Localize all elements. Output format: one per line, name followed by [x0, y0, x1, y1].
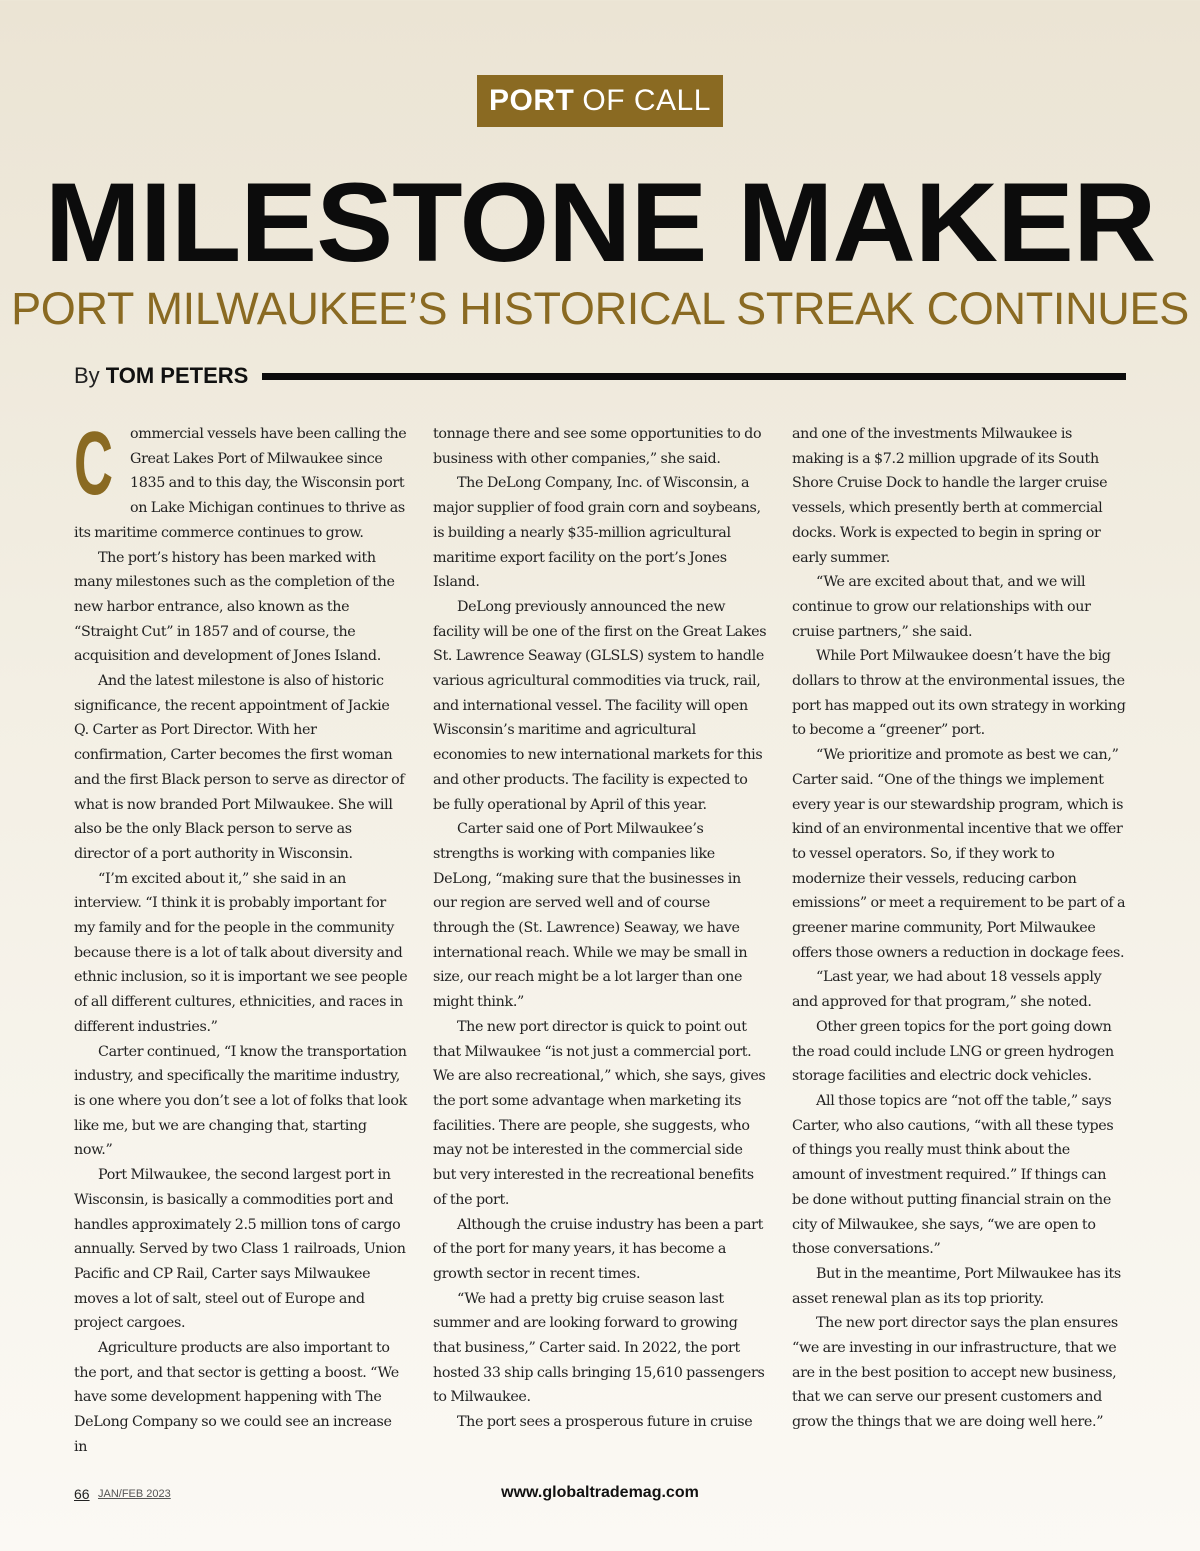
- article-paragraph: But in the meantime, Port Milwaukee has its asset renewal plan as its top priority.: [792, 1265, 1121, 1307]
- issue-date: JAN/FEB 2023: [98, 1488, 171, 1500]
- article-body: [74, 414, 1126, 1460]
- article-paragraph: The new port director says the plan ensures “we are investing in our infrastructure, that we are in the best position to accept new business, that we can serve our present customers and grow the things that we are doing well here.”: [792, 1315, 1118, 1431]
- page-footer: [74, 1484, 1126, 1508]
- headline: MILESTONE MAKER: [44, 160, 1156, 285]
- article-paragraph: All those topics are “not off the table,” says Carter, who also cautions, “with all these types of things you really must think about the amount of investment required.” If things can be done without putting financial strain on the city of Milwaukee, she says, “we are open to those conversations.”: [792, 1092, 1114, 1258]
- article-paragraph: Other green topics for the port going down the road could include LNG or green hydrogen storage facilities and electric dock vehicles.: [792, 1018, 1114, 1085]
- article-paragraph: “We are excited about that, and we will continue to grow our relationships with our cruise partners,” she said.: [792, 574, 1091, 640]
- article-column-1: [74, 414, 408, 1460]
- article-paragraph: “We prioritize and promote as best we can,” Carter said. “One of the things we implement every year is our stewardship program, which is kind of an environmental incentive that we offer to vessel operators. So, if they work to modernize their vessels, reducing carbon emissions” or meet a requirement to be part of a greener marine community, Port Milwaukee offers those owners a reduction in dockage fees.: [792, 747, 1126, 961]
- subheadline: PORT MILWAUKEE’S HISTORICAL STREAK CONTINUES: [11, 283, 1189, 334]
- article-paragraph: Port Milwaukee, the second largest port in Wisconsin, is basically a commodities port and handles approximately 2.5 million tons of cargo annually. Served by two Class 1 railroads, Union Pacific and CP Rail, Carter says Milwaukee moves a lot of salt, steel out of Europe and project cargoes.: [74, 1167, 406, 1332]
- section-tag-bold: PORT: [489, 84, 575, 117]
- article-paragraph: The new port director is quick to point out that Milwaukee “is not just a commercial port. We are also recreational,” which, she says, gives the port some advantage when marketing its facilities. There are people, she suggests, who may not be interested in the commercial side but very interested in the recreational benefits of the port.: [433, 1018, 766, 1208]
- article-paragraph: “We had a pretty big cruise season last summer and are looking forward to growing that business,” Carter said. In 2022, the port hosted 33 ship calls bringing 15,610 passengers to Milwaukee.: [433, 1290, 765, 1406]
- article-paragraph: While Port Milwaukee doesn’t have the big dollars to throw at the environmental issues, the port has mapped out its own strategy in working to become a “greener” port.: [792, 648, 1126, 739]
- section-tag-rest: OF CALL: [582, 84, 711, 117]
- article-paragraph: Although the cruise industry has been a part of the port for many years, it has become a growth sector in recent times.: [433, 1216, 764, 1282]
- section-tag: [477, 75, 723, 127]
- article-paragraph: “Last year, we had about 18 vessels apply and approved for that program,” she noted.: [792, 969, 1102, 1011]
- article-paragraph: The port sees a prosperous future in cruise: [457, 1414, 753, 1431]
- website-link[interactable]: www.globaltrademag.com: [501, 1484, 699, 1501]
- article-paragraph: The port’s history has been marked with many milestones such as the completion of the new harbor entrance, also known as the “Straight Cut” in 1857 and of course, the acquisition and development of Jones Island.: [74, 549, 395, 665]
- article-column-2: [433, 422, 767, 1460]
- article-paragraph: And the latest milestone is also of historic significance, the recent appointment of Jackie Q. Carter as Port Director. With her confirmation, Carter becomes the first woman and the first Black person to serve as director of what is now branded Port Milwaukee. She will also be the only Black person to serve as director of a port authority in Wisconsin.: [74, 673, 405, 862]
- article-paragraph: Agriculture products are also important to the port, and that sector is getting a boost. “We have some development happening with The DeLong Company so we could see an increase in: [74, 1340, 399, 1455]
- lead-text: ommercial vessels have been calling the Great Lakes Port of Milwaukee since 1835 and to this day, the Wisconsin port on Lake Michigan continues to thrive as its maritime commerce continues to grow.: [74, 426, 407, 541]
- article-paragraph: DeLong previously announced the new facility will be one of the first on the Great Lakes St. Lawrence Seaway (GLSLS) system to handle various agricultural commodities via truck, rail, and international vessel. The facility will open Wisconsin’s maritime and agricultural economies to new international markets for this and other products. The facility is expected to be fully operational by April of this year.: [433, 598, 767, 813]
- byline: [74, 360, 1126, 392]
- column-2-continuation: tonnage there and see some opportunities to do business with other companies,” she said.: [433, 426, 762, 467]
- byline-rule: [262, 373, 1126, 380]
- article-paragraph: “I’m excited about it,” she said in an interview. “I think it is probably important for my family and for the people in the community because there is a lot of talk about diversity and ethnic inclusion, so it is important we see people of all different cultures, ethnicities, and races in different industries.”: [74, 870, 408, 1035]
- article-paragraph: The DeLong Company, Inc. of Wisconsin, a major supplier of food grain corn and soybeans, is building a nearly $35-million agricultural maritime export facility on the port’s Jones Island.: [433, 475, 761, 591]
- lead-paragraph: [74, 414, 408, 546]
- article-paragraph: Carter continued, “I know the transportation industry, and specifically the maritime industry, is one where you don’t see a lot of folks that look like me, but we are changing that, starting now.”: [74, 1043, 407, 1159]
- article-paragraph: Carter said one of Port Milwaukee’s strengths is working with companies like DeLong, “making sure that the businesses in our region are served well and of course through the (St. Lawrence) Seaway, we have international reach. While we may be small in size, our reach might be a lot larger than one might think.”: [433, 821, 748, 1011]
- byline-author: TOM PETERS: [105, 363, 249, 388]
- article-column-3: [792, 422, 1126, 1460]
- page-number: 66: [74, 1486, 90, 1502]
- byline-prefix: By: [74, 363, 100, 388]
- column-3-continuation: and one of the investments Milwaukee is making is a $7.2 million upgrade of its South Shore Cruise Dock to handle the larger cruise vessels, which presently berth at commercial docks. Work is expected to begin in spring or early summer.: [792, 426, 1108, 566]
- drop-cap: C: [74, 414, 113, 514]
